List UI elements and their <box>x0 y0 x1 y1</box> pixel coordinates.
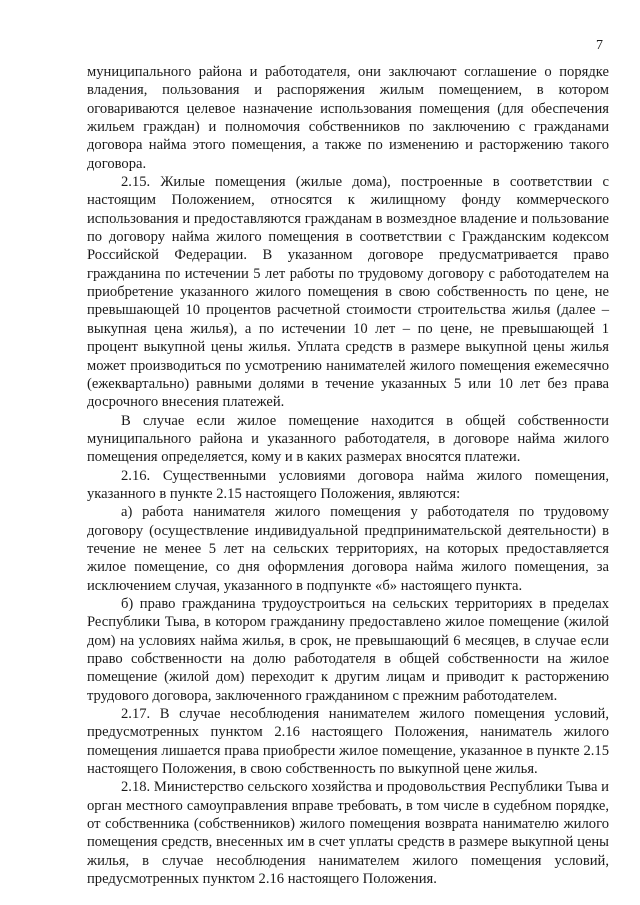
paragraph-2-16-b: б) право гражданина трудоустроиться на сельских территориях в пределах Республики Тыва, в котором гражданину предоставлено жилое помещение (жилой дом) на условиях найма жилья, в срок, не превышающий 6 месяцев, в случае если право собственности на долю работодателя в общей собственности на жилое помещение (жилой дом) переходит к другим лицам и приводит к расторжению трудового договора, заключенного гражданином с прежним работодателем. <box>87 595 609 704</box>
paragraph-2-16: 2.16. Существенными условиями договора найма жилого помещения, указанного в пункте 2.15 настоящего Положения, являются: <box>87 467 609 502</box>
paragraph-2-18: 2.18. Министерство сельского хозяйства и продовольствия Республики Тыва и орган местного самоуправления вправе требовать, в том числе в судебном порядке, от собственника (собственников) жилого помещения возврата нанимателю жилого помещения средств, внесенных им в счет уплаты средств в размере выкупной цены жилья, в случае несоблюдения нанимателем жилого помещения условий, предусмотренных пунктом 2.16 настоящего Положения. <box>87 779 609 888</box>
paragraph-2-16-a: а) работа нанимателя жилого помещения у работодателя по трудовому договору (осуществление индивидуальной предпринимательской деятельности) в течение не менее 5 лет на сельских территориях, на которых предоставляется жилое помещение, со дня оформления договора найма жилого помещения, за исключением случая, указанного в подпункте «б» настоящего пункта. <box>87 504 609 594</box>
paragraph-shared-ownership: В случае если жилое помещение находится в общей собственности муниципального района и указанного работодателя, в договоре найма жилого помещения определяется, кому и в каких размерах вносятся платежи. <box>87 412 609 466</box>
document-body <box>87 63 609 888</box>
paragraph-continuation: муниципального района и работодателя, они заключают соглашение о порядке владения, пользования и распоряжения жилым помещением, в котором оговариваются целевое назначение использования помещения (для обеспечения жильем граждан) и полномочия собственников по заключению с гражданами договора найма этого помещения, а также по изменению и расторжению такого договора. <box>87 64 609 172</box>
paragraph-2-15: 2.15. Жилые помещения (жилые дома), построенные в соответствии с настоящим Положением, относятся к жилищному фонду коммерческого использования и предоставляются гражданам в возмездное владение и пользование по договору найма жилого помещения в соответствии с Гражданским кодексом Российской Федерации. В указанном договоре предусматривается право гражданина по истечении 5 лет работы по трудовому договору с работодателем на приобретение указанного жилого помещения в свою собственность по цене, не превышающей 10 процентов расчетной стоимости строительства жилья (далее – выкупная цена жилья), а по истечении 10 лет – по цене, не превышающей 1 процент выкупной цены жилья. Уплата средств в размере выкупной цены жилья может производиться по усмотрению нанимателей жилого помещения ежемесячно (ежеквартально) равными долями в течение указанных 5 или 10 лет без права досрочного внесения платежей. <box>87 174 609 411</box>
page-number: 7 <box>596 38 603 53</box>
paragraph-2-17: 2.17. В случае несоблюдения нанимателем жилого помещения условий, предусмотренных пунктом 2.16 настоящего Положения, наниматель жилого помещения лишается права приобрести жилое помещение, указанное в пункте 2.15 настоящего Положения, в свою собственность по выкупной цене жилья. <box>87 706 609 778</box>
